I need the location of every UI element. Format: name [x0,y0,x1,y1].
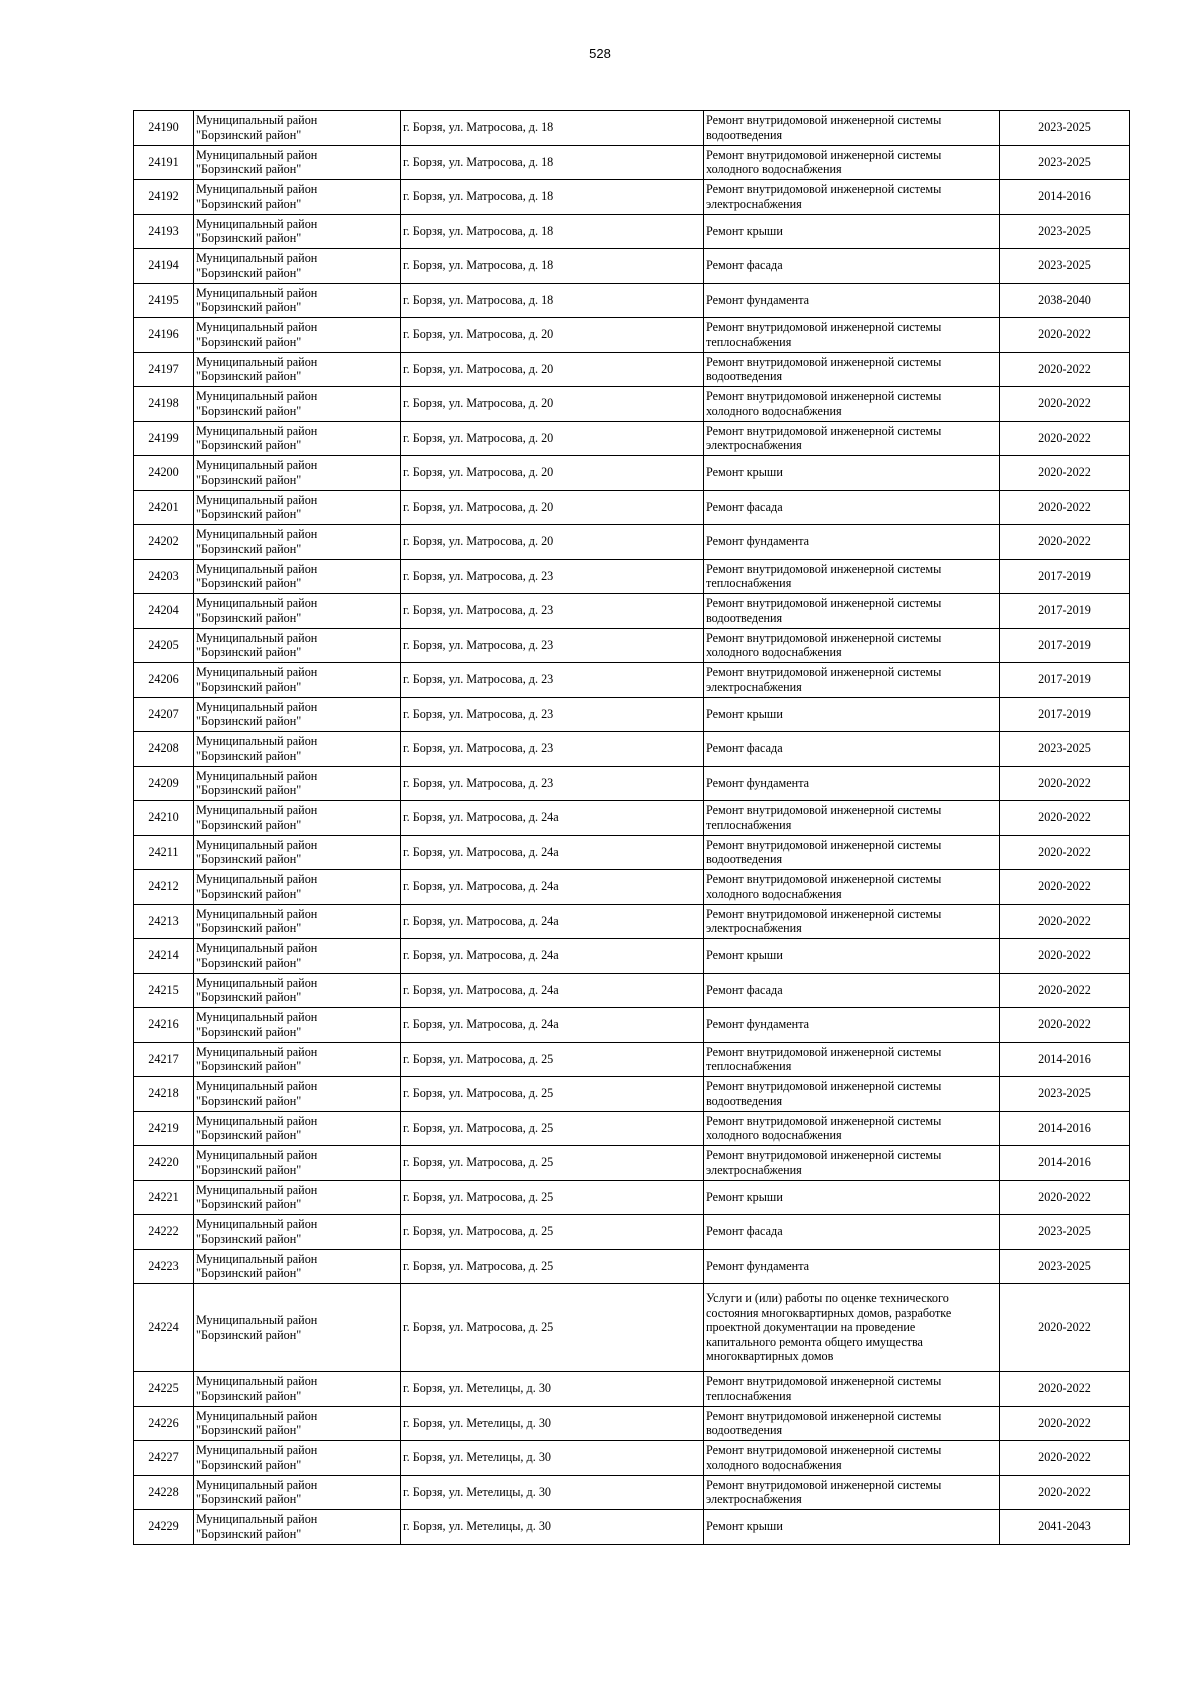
municipality-cell: Муниципальный район "Борзинский район" [194,559,401,594]
work-type-cell: Ремонт внутридомовой инженерной системы электроснабжения [704,1146,1000,1181]
row-number-cell: 24197 [134,352,194,387]
municipality-cell: Муниципальный район "Борзинский район" [194,1372,401,1407]
address-cell: г. Борзя, ул. Метелицы, д. 30 [401,1406,704,1441]
address-cell: г. Борзя, ул. Матросова, д. 18 [401,111,704,146]
municipality-cell: Муниципальный район "Борзинский район" [194,249,401,284]
work-type-cell: Ремонт внутридомовой инженерной системы холодного водоснабжения [704,870,1000,905]
municipality-cell: Муниципальный район "Борзинский район" [194,145,401,180]
table-row [134,111,1130,146]
work-type-cell: Ремонт внутридомовой инженерной системы теплоснабжения [704,1372,1000,1407]
period-cell: 2020-2022 [1000,421,1130,456]
period-cell: 2014-2016 [1000,1042,1130,1077]
table-row [134,1372,1130,1407]
row-number-cell: 24195 [134,283,194,318]
municipality-cell: Муниципальный район "Борзинский район" [194,387,401,422]
row-number-cell: 24216 [134,1008,194,1043]
period-cell: 2023-2025 [1000,732,1130,767]
work-type-cell: Ремонт внутридомовой инженерной системы электроснабжения [704,904,1000,939]
address-cell: г. Борзя, ул. Матросова, д. 23 [401,628,704,663]
period-cell: 2020-2022 [1000,766,1130,801]
table-row [134,801,1130,836]
table-row [134,939,1130,974]
work-type-cell: Ремонт внутридомовой инженерной системы электроснабжения [704,421,1000,456]
period-cell: 2017-2019 [1000,628,1130,663]
work-type-cell: Ремонт фундамента [704,1008,1000,1043]
work-type-cell: Ремонт внутридомовой инженерной системы водоотведения [704,835,1000,870]
row-number-cell: 24209 [134,766,194,801]
work-type-cell: Ремонт внутридомовой инженерной системы холодного водоснабжения [704,145,1000,180]
address-cell: г. Борзя, ул. Матросова, д. 23 [401,663,704,698]
table-row [134,1146,1130,1181]
municipality-cell: Муниципальный район "Борзинский район" [194,1111,401,1146]
municipality-cell: Муниципальный район "Борзинский район" [194,594,401,629]
row-number-cell: 24218 [134,1077,194,1112]
address-cell: г. Борзя, ул. Матросова, д. 20 [401,352,704,387]
municipality-cell: Муниципальный район "Борзинский район" [194,939,401,974]
work-type-cell: Ремонт внутридомовой инженерной системы электроснабжения [704,663,1000,698]
row-number-cell: 24194 [134,249,194,284]
work-type-cell: Ремонт фасада [704,732,1000,767]
address-cell: г. Борзя, ул. Матросова, д. 20 [401,490,704,525]
work-type-cell: Ремонт крыши [704,1510,1000,1545]
table-row [134,180,1130,215]
table-row [134,318,1130,353]
municipality-cell: Муниципальный район "Борзинский район" [194,318,401,353]
address-cell: г. Борзя, ул. Метелицы, д. 30 [401,1441,704,1476]
municipality-cell: Муниципальный район "Борзинский район" [194,1215,401,1250]
work-type-cell: Ремонт фундамента [704,525,1000,560]
municipality-cell: Муниципальный район "Борзинский район" [194,214,401,249]
work-type-cell: Ремонт внутридомовой инженерной системы холодного водоснабжения [704,628,1000,663]
period-cell: 2020-2022 [1000,490,1130,525]
table-row [134,1180,1130,1215]
work-type-cell: Ремонт внутридомовой инженерной системы холодного водоснабжения [704,1111,1000,1146]
work-type-cell: Ремонт внутридомовой инженерной системы водоотведения [704,1077,1000,1112]
municipality-cell: Муниципальный район "Борзинский район" [194,421,401,456]
page-number: 528 [589,46,611,61]
work-type-cell: Ремонт крыши [704,456,1000,491]
municipality-cell: Муниципальный район "Борзинский район" [194,1475,401,1510]
period-cell: 2023-2025 [1000,249,1130,284]
table-row [134,1441,1130,1476]
municipality-cell: Муниципальный район "Борзинский район" [194,904,401,939]
work-type-cell: Ремонт внутридомовой инженерной системы теплоснабжения [704,801,1000,836]
municipality-cell: Муниципальный район "Борзинский район" [194,1284,401,1372]
row-number-cell: 24196 [134,318,194,353]
period-cell: 2023-2025 [1000,111,1130,146]
municipality-cell: Муниципальный район "Борзинский район" [194,1180,401,1215]
period-cell: 2014-2016 [1000,1146,1130,1181]
period-cell: 2020-2022 [1000,835,1130,870]
row-number-cell: 24225 [134,1372,194,1407]
address-cell: г. Борзя, ул. Матросова, д. 25 [401,1180,704,1215]
work-type-cell: Ремонт фасада [704,1215,1000,1250]
work-type-cell: Ремонт крыши [704,939,1000,974]
period-cell: 2017-2019 [1000,697,1130,732]
period-cell: 2014-2016 [1000,1111,1130,1146]
table-row [134,766,1130,801]
table-row [134,1008,1130,1043]
municipality-cell: Муниципальный район "Борзинский район" [194,1441,401,1476]
address-cell: г. Борзя, ул. Матросова, д. 24а [401,835,704,870]
municipality-cell: Муниципальный район "Борзинский район" [194,732,401,767]
municipality-cell: Муниципальный район "Борзинский район" [194,766,401,801]
municipality-cell: Муниципальный район "Борзинский район" [194,801,401,836]
municipality-cell: Муниципальный район "Борзинский район" [194,1510,401,1545]
municipality-cell: Муниципальный район "Борзинский район" [194,1042,401,1077]
period-cell: 2023-2025 [1000,214,1130,249]
municipality-cell: Муниципальный район "Борзинский район" [194,490,401,525]
address-cell: г. Борзя, ул. Матросова, д. 25 [401,1284,704,1372]
work-type-cell: Ремонт фундамента [704,766,1000,801]
row-number-cell: 24198 [134,387,194,422]
work-type-cell: Ремонт внутридомовой инженерной системы водоотведения [704,111,1000,146]
table-row [134,145,1130,180]
period-cell: 2041-2043 [1000,1510,1130,1545]
municipality-cell: Муниципальный район "Борзинский район" [194,1406,401,1441]
work-type-cell: Ремонт крыши [704,214,1000,249]
address-cell: г. Борзя, ул. Матросова, д. 25 [401,1077,704,1112]
period-cell: 2023-2025 [1000,1077,1130,1112]
row-number-cell: 24224 [134,1284,194,1372]
work-type-cell: Ремонт фасада [704,249,1000,284]
table-row [134,1475,1130,1510]
address-cell: г. Борзя, ул. Метелицы, д. 30 [401,1475,704,1510]
address-cell: г. Борзя, ул. Матросова, д. 23 [401,732,704,767]
table-row [134,352,1130,387]
address-cell: г. Борзя, ул. Матросова, д. 18 [401,145,704,180]
address-cell: г. Борзя, ул. Матросова, д. 18 [401,249,704,284]
address-cell: г. Борзя, ул. Матросова, д. 23 [401,697,704,732]
work-type-cell: Ремонт внутридомовой инженерной системы электроснабжения [704,180,1000,215]
row-number-cell: 24208 [134,732,194,767]
row-number-cell: 24211 [134,835,194,870]
table-row [134,1406,1130,1441]
row-number-cell: 24220 [134,1146,194,1181]
work-type-cell: Ремонт внутридомовой инженерной системы теплоснабжения [704,318,1000,353]
row-number-cell: 24210 [134,801,194,836]
table-row [134,835,1130,870]
work-type-cell: Ремонт внутридомовой инженерной системы холодного водоснабжения [704,1441,1000,1476]
work-type-cell: Ремонт фасада [704,973,1000,1008]
row-number-cell: 24222 [134,1215,194,1250]
row-number-cell: 24200 [134,456,194,491]
address-cell: г. Борзя, ул. Матросова, д. 25 [401,1042,704,1077]
period-cell: 2020-2022 [1000,904,1130,939]
period-cell: 2038-2040 [1000,283,1130,318]
period-cell: 2020-2022 [1000,387,1130,422]
municipality-cell: Муниципальный район "Борзинский район" [194,628,401,663]
table-row [134,456,1130,491]
period-cell: 2014-2016 [1000,180,1130,215]
period-cell: 2023-2025 [1000,1215,1130,1250]
period-cell: 2020-2022 [1000,1008,1130,1043]
work-type-cell: Ремонт внутридомовой инженерной системы холодного водоснабжения [704,387,1000,422]
table-row [134,1042,1130,1077]
period-cell: 2020-2022 [1000,939,1130,974]
repair-schedule-table [133,110,1130,1545]
address-cell: г. Борзя, ул. Матросова, д. 24а [401,973,704,1008]
row-number-cell: 24205 [134,628,194,663]
municipality-cell: Муниципальный район "Борзинский район" [194,1008,401,1043]
address-cell: г. Борзя, ул. Метелицы, д. 30 [401,1510,704,1545]
municipality-cell: Муниципальный район "Борзинский район" [194,1146,401,1181]
municipality-cell: Муниципальный район "Борзинский район" [194,663,401,698]
address-cell: г. Борзя, ул. Матросова, д. 24а [401,870,704,905]
row-number-cell: 24199 [134,421,194,456]
work-type-cell: Ремонт крыши [704,697,1000,732]
period-cell: 2020-2022 [1000,973,1130,1008]
row-number-cell: 24226 [134,1406,194,1441]
address-cell: г. Борзя, ул. Матросова, д. 20 [401,421,704,456]
address-cell: г. Борзя, ул. Матросова, д. 18 [401,283,704,318]
municipality-cell: Муниципальный район "Борзинский район" [194,1249,401,1284]
work-type-cell: Ремонт фасада [704,490,1000,525]
period-cell: 2020-2022 [1000,1180,1130,1215]
row-number-cell: 24190 [134,111,194,146]
row-number-cell: 24202 [134,525,194,560]
row-number-cell: 24223 [134,1249,194,1284]
period-cell: 2020-2022 [1000,456,1130,491]
row-number-cell: 24228 [134,1475,194,1510]
period-cell: 2020-2022 [1000,1406,1130,1441]
municipality-cell: Муниципальный район "Борзинский район" [194,456,401,491]
table-row [134,283,1130,318]
work-type-cell: Ремонт внутридомовой инженерной системы электроснабжения [704,1475,1000,1510]
row-number-cell: 24201 [134,490,194,525]
row-number-cell: 24227 [134,1441,194,1476]
table-row [134,1510,1130,1545]
row-number-cell: 24193 [134,214,194,249]
table-row [134,421,1130,456]
row-number-cell: 24229 [134,1510,194,1545]
row-number-cell: 24217 [134,1042,194,1077]
period-cell: 2017-2019 [1000,559,1130,594]
period-cell: 2020-2022 [1000,801,1130,836]
table-row [134,1215,1130,1250]
municipality-cell: Муниципальный район "Борзинский район" [194,525,401,560]
period-cell: 2023-2025 [1000,1249,1130,1284]
row-number-cell: 24219 [134,1111,194,1146]
row-number-cell: 24192 [134,180,194,215]
table-row [134,870,1130,905]
period-cell: 2020-2022 [1000,1441,1130,1476]
address-cell: г. Борзя, ул. Матросова, д. 25 [401,1215,704,1250]
municipality-cell: Муниципальный район "Борзинский район" [194,180,401,215]
address-cell: г. Борзя, ул. Матросова, д. 24а [401,904,704,939]
address-cell: г. Борзя, ул. Матросова, д. 25 [401,1111,704,1146]
address-cell: г. Борзя, ул. Матросова, д. 24а [401,1008,704,1043]
municipality-cell: Муниципальный район "Борзинский район" [194,973,401,1008]
address-cell: г. Борзя, ул. Матросова, д. 20 [401,456,704,491]
row-number-cell: 24191 [134,145,194,180]
address-cell: г. Борзя, ул. Матросова, д. 25 [401,1249,704,1284]
period-cell: 2020-2022 [1000,318,1130,353]
table-body [134,111,1130,1545]
table-row [134,1111,1130,1146]
period-cell: 2020-2022 [1000,1284,1130,1372]
table-row [134,249,1130,284]
period-cell: 2020-2022 [1000,870,1130,905]
period-cell: 2020-2022 [1000,352,1130,387]
work-type-cell: Ремонт внутридомовой инженерной системы водоотведения [704,594,1000,629]
work-type-cell: Ремонт крыши [704,1180,1000,1215]
work-type-cell: Ремонт внутридомовой инженерной системы водоотведения [704,352,1000,387]
table-row [134,904,1130,939]
address-cell: г. Борзя, ул. Матросова, д. 20 [401,387,704,422]
work-type-cell: Ремонт фундамента [704,283,1000,318]
municipality-cell: Муниципальный район "Борзинский район" [194,870,401,905]
table-row [134,559,1130,594]
table-row [134,1077,1130,1112]
table-row [134,490,1130,525]
period-cell: 2017-2019 [1000,663,1130,698]
address-cell: г. Борзя, ул. Матросова, д. 24а [401,801,704,836]
row-number-cell: 24213 [134,904,194,939]
table-row [134,1249,1130,1284]
row-number-cell: 24212 [134,870,194,905]
period-cell: 2020-2022 [1000,1372,1130,1407]
municipality-cell: Муниципальный район "Борзинский район" [194,352,401,387]
table-row [134,732,1130,767]
row-number-cell: 24206 [134,663,194,698]
table-row [134,214,1130,249]
address-cell: г. Борзя, ул. Матросова, д. 24а [401,939,704,974]
municipality-cell: Муниципальный район "Борзинский район" [194,283,401,318]
address-cell: г. Борзя, ул. Матросова, д. 23 [401,559,704,594]
address-cell: г. Борзя, ул. Матросова, д. 18 [401,180,704,215]
row-number-cell: 24221 [134,1180,194,1215]
row-number-cell: 24207 [134,697,194,732]
address-cell: г. Борзя, ул. Матросова, д. 20 [401,525,704,560]
work-type-cell: Услуги и (или) работы по оценке технического состояния многоквартирных домов, разработке проектной документации на проведение капитального ремонта общего имущества многоквартирных домов [704,1284,1000,1372]
table-row [134,628,1130,663]
row-number-cell: 24215 [134,973,194,1008]
work-type-cell: Ремонт внутридомовой инженерной системы теплоснабжения [704,559,1000,594]
period-cell: 2020-2022 [1000,525,1130,560]
address-cell: г. Борзя, ул. Матросова, д. 25 [401,1146,704,1181]
table-row [134,1284,1130,1372]
row-number-cell: 24214 [134,939,194,974]
table-row [134,594,1130,629]
table-row [134,697,1130,732]
address-cell: г. Борзя, ул. Матросова, д. 20 [401,318,704,353]
address-cell: г. Борзя, ул. Матросова, д. 18 [401,214,704,249]
work-type-cell: Ремонт внутридомовой инженерной системы теплоснабжения [704,1042,1000,1077]
period-cell: 2023-2025 [1000,145,1130,180]
municipality-cell: Муниципальный район "Борзинский район" [194,111,401,146]
address-cell: г. Борзя, ул. Матросова, д. 23 [401,594,704,629]
period-cell: 2017-2019 [1000,594,1130,629]
table-row [134,387,1130,422]
municipality-cell: Муниципальный район "Борзинский район" [194,697,401,732]
table-row [134,663,1130,698]
period-cell: 2020-2022 [1000,1475,1130,1510]
row-number-cell: 24204 [134,594,194,629]
municipality-cell: Муниципальный район "Борзинский район" [194,835,401,870]
work-type-cell: Ремонт фундамента [704,1249,1000,1284]
address-cell: г. Борзя, ул. Метелицы, д. 30 [401,1372,704,1407]
work-type-cell: Ремонт внутридомовой инженерной системы водоотведения [704,1406,1000,1441]
row-number-cell: 24203 [134,559,194,594]
municipality-cell: Муниципальный район "Борзинский район" [194,1077,401,1112]
table-row [134,525,1130,560]
address-cell: г. Борзя, ул. Матросова, д. 23 [401,766,704,801]
table-row [134,973,1130,1008]
